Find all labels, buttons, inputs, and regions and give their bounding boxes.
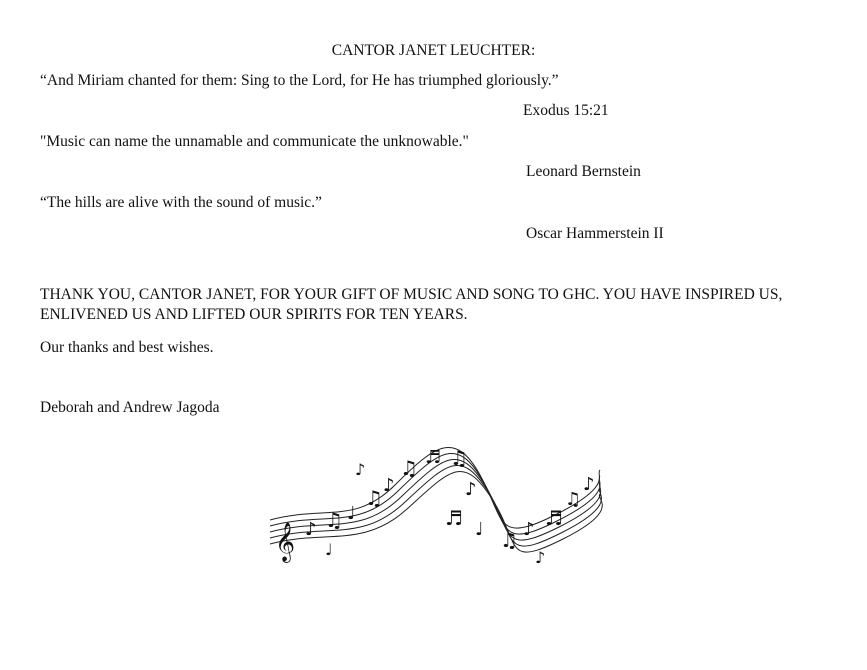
svg-text:♫: ♫ [365, 486, 383, 510]
letter-title: CANTOR JANET LEUCHTER: [331, 42, 536, 59]
svg-text:♪: ♪ [383, 475, 395, 496]
music-notes-staff-icon [265, 435, 605, 570]
svg-text:♫: ♫ [565, 489, 582, 510]
svg-text:♪: ♪ [523, 519, 535, 540]
svg-text:♫: ♫ [400, 456, 418, 480]
closing-line: Our thanks and best wishes. [40, 339, 214, 356]
svg-text:♪: ♪ [535, 548, 546, 567]
svg-text:♪: ♪ [465, 479, 477, 500]
quote-2-text: "Music can name the unnamable and communicate the unknowable." [40, 133, 469, 150]
svg-text:♪: ♪ [355, 460, 366, 479]
svg-text:♩: ♩ [475, 519, 484, 540]
svg-text:♩: ♩ [325, 540, 333, 559]
quote-1-text: “And Miriam chanted for them: Sing to the Lord, for He has triumphed gloriously.” [40, 72, 559, 89]
quote-2-attribution: Leonard Bernstein [526, 163, 641, 180]
quote-3-attribution: Oscar Hammerstein II [526, 225, 664, 242]
quote-1-attribution: Exodus 15:21 [523, 102, 609, 119]
svg-text:♫: ♫ [325, 508, 343, 532]
svg-text:♬: ♬ [445, 506, 463, 530]
svg-text:♫: ♫ [500, 528, 518, 552]
svg-text:♬: ♬ [425, 447, 442, 468]
svg-text:♪: ♪ [305, 519, 317, 540]
svg-text:𝄞: 𝄞 [275, 522, 296, 562]
signature: Deborah and Andrew Jagoda [40, 399, 220, 416]
svg-text:♪: ♪ [583, 474, 595, 495]
thanks-paragraph: THANK YOU, CANTOR JANET, FOR YOUR GIFT OF MUSIC AND SONG TO GHC. YOU HAVE INSPIRED US, ENLIVENED US AND LIFTED OUR SPIRITS FOR TEN YEARS. [40, 286, 783, 323]
svg-text:♫: ♫ [450, 446, 468, 470]
svg-text:♩: ♩ [347, 503, 356, 524]
svg-text:♬: ♬ [545, 506, 563, 530]
quote-3-text: “The hills are alive with the sound of music.” [40, 194, 322, 211]
